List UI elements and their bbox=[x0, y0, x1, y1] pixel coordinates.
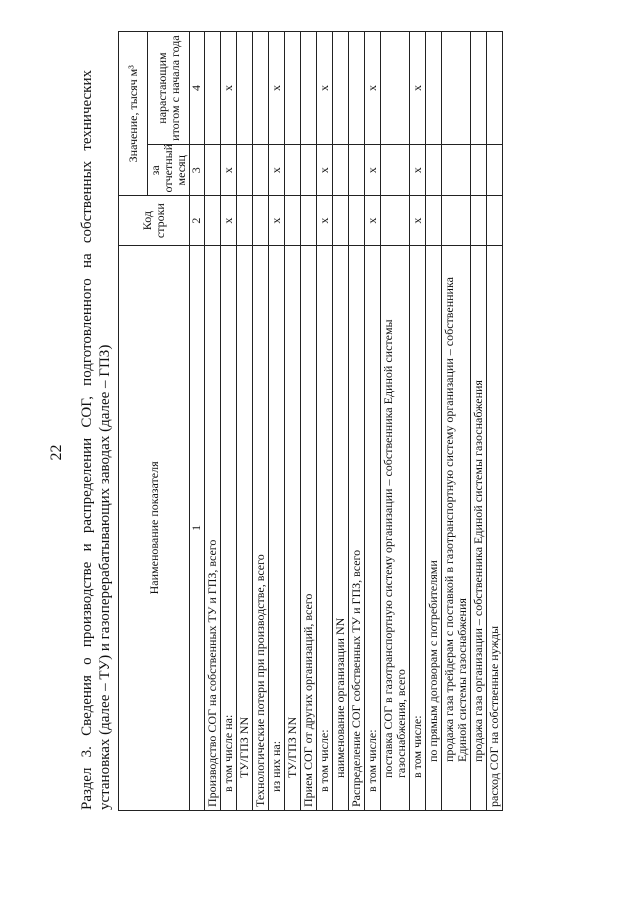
col-number: 4 bbox=[190, 32, 205, 145]
row-cumulative-value bbox=[333, 32, 349, 145]
row-name: в том числе: bbox=[410, 245, 426, 810]
row-name: в том числе: bbox=[317, 245, 333, 810]
table-row bbox=[410, 32, 426, 811]
row-name: продажа газа трейдерам с поставкой в газотранспортную систему организации – собственника Единой системы газоснабжения bbox=[442, 245, 471, 810]
row-cumulative-value bbox=[487, 32, 503, 145]
row-cumulative-value bbox=[205, 32, 221, 145]
page-number: 22 bbox=[48, 444, 65, 461]
row-code bbox=[253, 196, 269, 245]
row-code bbox=[471, 196, 487, 245]
row-code: х bbox=[269, 196, 285, 245]
row-code: х bbox=[410, 196, 426, 245]
row-cumulative-value: х bbox=[317, 32, 333, 145]
row-month-value bbox=[253, 145, 269, 196]
header-code: Код строки bbox=[119, 196, 190, 245]
header-name: Наименование показателя bbox=[119, 245, 190, 810]
row-month-value: х bbox=[317, 145, 333, 196]
row-name: наименование организации NN bbox=[333, 245, 349, 810]
row-cumulative-value bbox=[301, 32, 317, 145]
row-month-value bbox=[381, 145, 410, 196]
row-month-value: х bbox=[410, 145, 426, 196]
row-name: по прямым договорам с потребителями bbox=[426, 245, 442, 810]
row-code bbox=[237, 196, 253, 245]
section-title: Раздел 3. Сведения о производстве и распределении СОГ, подготовленного на собственных технических установках (далее – ТУ) и газоперерабатывающих заводах (далее – ГПЗ) bbox=[79, 70, 113, 810]
header-value-group: Значение, тысяч м³ bbox=[119, 32, 148, 196]
col-number: 2 bbox=[190, 196, 205, 245]
row-month-value bbox=[471, 145, 487, 196]
row-month-value bbox=[301, 145, 317, 196]
row-month-value: х bbox=[269, 145, 285, 196]
data-table bbox=[118, 31, 503, 811]
header-cumulative: нарастающим итогом с начала года bbox=[148, 32, 190, 145]
row-cumulative-value bbox=[381, 32, 410, 145]
table-row bbox=[381, 32, 410, 811]
table-row bbox=[426, 32, 442, 811]
col-number: 3 bbox=[190, 145, 205, 196]
table-row bbox=[349, 32, 365, 811]
row-name: поставка СОГ в газотранспортную систему организации – собственника Единой системы газоснабжения, всего bbox=[381, 245, 410, 810]
table-row bbox=[205, 32, 221, 811]
row-code bbox=[349, 196, 365, 245]
row-code: х bbox=[365, 196, 381, 245]
row-month-value bbox=[349, 145, 365, 196]
row-name: расход СОГ на собственные нужды bbox=[487, 245, 503, 810]
row-code: х bbox=[221, 196, 237, 245]
row-code bbox=[301, 196, 317, 245]
row-month-value bbox=[205, 145, 221, 196]
row-cumulative-value: х bbox=[410, 32, 426, 145]
row-code bbox=[426, 196, 442, 245]
row-month-value bbox=[333, 145, 349, 196]
row-cumulative-value bbox=[471, 32, 487, 145]
row-month-value: х bbox=[365, 145, 381, 196]
table-row bbox=[333, 32, 349, 811]
table-row bbox=[237, 32, 253, 811]
row-cumulative-value bbox=[349, 32, 365, 145]
row-code: х bbox=[317, 196, 333, 245]
row-month-value bbox=[285, 145, 301, 196]
row-month-value bbox=[237, 145, 253, 196]
row-month-value bbox=[426, 145, 442, 196]
row-name: ТУ/ГПЗ NN bbox=[237, 245, 253, 810]
row-month-value bbox=[442, 145, 471, 196]
row-name: Прием СОГ от других организаций, всего bbox=[301, 245, 317, 810]
row-code bbox=[487, 196, 503, 245]
row-cumulative-value bbox=[426, 32, 442, 145]
row-cumulative-value: х bbox=[269, 32, 285, 145]
row-name: ТУ/ГПЗ NN bbox=[285, 245, 301, 810]
table-row bbox=[269, 32, 285, 811]
row-cumulative-value: х bbox=[221, 32, 237, 145]
row-name: Технологические потери при производстве, всего bbox=[253, 245, 269, 810]
row-month-value: х bbox=[221, 145, 237, 196]
row-code bbox=[205, 196, 221, 245]
row-code bbox=[333, 196, 349, 245]
col-number: 1 bbox=[190, 245, 205, 810]
table-row bbox=[365, 32, 381, 811]
row-code bbox=[285, 196, 301, 245]
table-row bbox=[317, 32, 333, 811]
row-cumulative-value bbox=[237, 32, 253, 145]
row-name: в том числе на: bbox=[221, 245, 237, 810]
row-name: продажа газа организации – собственника Единой системы газоснабжения bbox=[471, 245, 487, 810]
table-row bbox=[253, 32, 269, 811]
row-name: Распределение СОГ собственных ТУ и ГПЗ, всего bbox=[349, 245, 365, 810]
row-name: Производство СОГ на собственных ТУ и ГПЗ, всего bbox=[205, 245, 221, 810]
row-code bbox=[381, 196, 410, 245]
row-code bbox=[442, 196, 471, 245]
table-row bbox=[487, 32, 503, 811]
table-row bbox=[301, 32, 317, 811]
table-row bbox=[221, 32, 237, 811]
header-month: за отчетный месяц bbox=[148, 145, 190, 196]
row-name: из них на: bbox=[269, 245, 285, 810]
table-row bbox=[471, 32, 487, 811]
row-name: в том числе: bbox=[365, 245, 381, 810]
row-cumulative-value bbox=[442, 32, 471, 145]
row-month-value bbox=[487, 145, 503, 196]
table-row bbox=[285, 32, 301, 811]
row-cumulative-value: х bbox=[365, 32, 381, 145]
row-cumulative-value bbox=[253, 32, 269, 145]
row-cumulative-value bbox=[285, 32, 301, 145]
table-row bbox=[442, 32, 471, 811]
